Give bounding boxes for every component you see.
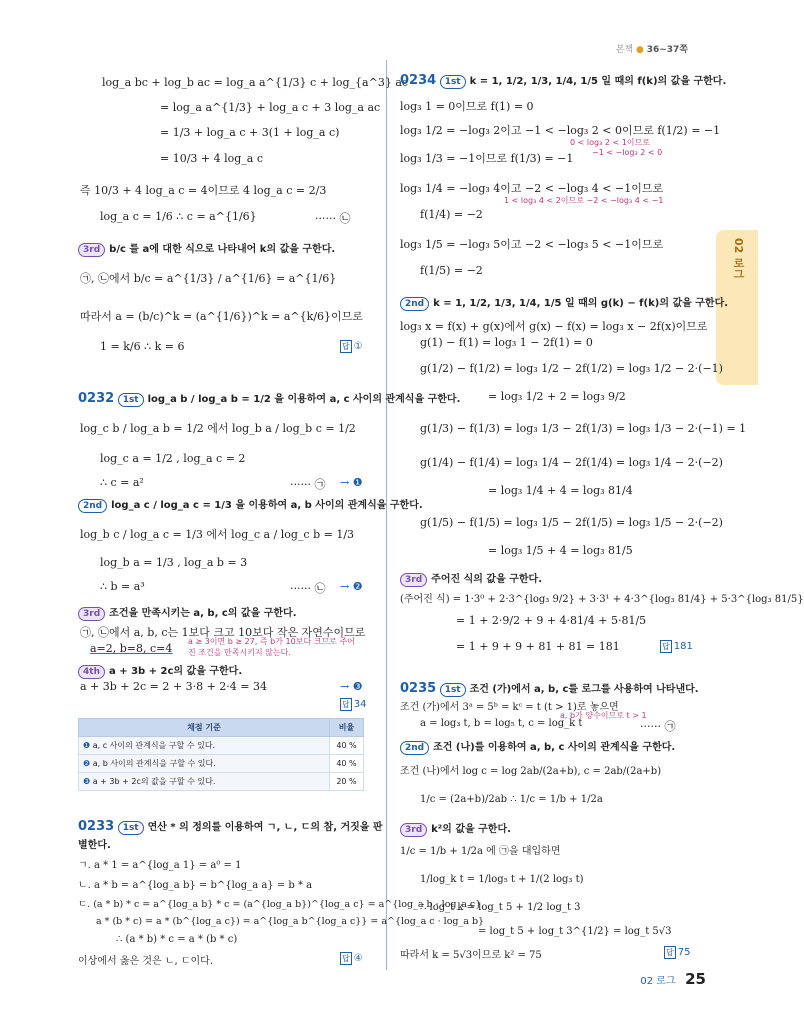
side-note: 0 < log₃ 2 < 1이므로 xyxy=(570,138,650,147)
row-number: ❶ xyxy=(83,741,91,750)
answer-badge: 답 181 xyxy=(662,641,693,652)
step-heading xyxy=(400,570,542,587)
equation-line: 1/c = 1/b + 1/2a 에 ㉠을 대입하면 xyxy=(400,846,561,857)
equation-line: log₃ 1/4 = −log₃ 4이고 −2 < −log₃ 4 < −1이므로 xyxy=(400,182,664,195)
step-heading xyxy=(400,738,675,755)
equation-line: = 1 + 9 + 9 + 81 + 81 = 181 xyxy=(456,640,620,653)
side-note: a, b가 양수이므로 t > 1 xyxy=(560,711,647,720)
answer-badge: 답 ① xyxy=(342,341,363,352)
problem-heading xyxy=(78,390,460,407)
problem-heading xyxy=(400,680,699,697)
equation-line: g(1/4) − f(1/4) = log₃ 1/4 − 2f(1/4) = log₃ 1/4 − 2·(−2) xyxy=(420,456,723,469)
step-badge: 2nd xyxy=(400,297,429,311)
equation-line: a * (b * c) = a * (b^{log_a c}) = a^{log_a b^{log_a c}} = a^{log_a c · log_a b} xyxy=(96,916,485,927)
scoring-table xyxy=(78,718,364,791)
problem-number: 0232 xyxy=(78,391,115,406)
equation-line: g(1) − f(1) = log₃ 1 − 2f(1) = 0 xyxy=(420,336,593,349)
equation-mark: ······ ㉠ xyxy=(290,478,326,491)
score-mark: → ❷ xyxy=(340,580,363,593)
equation-line: g(1/3) − f(1/3) = log₃ 1/3 − 2f(1/3) = log₃ 1/3 − 2·(−1) = 1 xyxy=(420,422,747,435)
step-text: 별한다. xyxy=(78,840,111,851)
equation-line: 따라서 a = (b/c)^k = (a^{1/6})^k = a^{k/6}이므로 xyxy=(80,310,363,323)
step-text: k²의 값을 구한다. xyxy=(431,824,511,835)
problem-number: 0234 xyxy=(400,73,437,88)
equation-line: g(1/5) − f(1/5) = log₃ 1/5 − 2f(1/5) = log₃ 1/5 − 2·(−2) xyxy=(420,516,723,529)
equation-line: = log₃ 1/2 + 2 = log₃ 9/2 xyxy=(488,390,626,403)
problem-heading xyxy=(78,818,383,835)
step-heading xyxy=(400,294,728,311)
step-text: 주어진 식의 값을 구한다. xyxy=(431,574,542,585)
problem-heading xyxy=(400,72,726,89)
row-criteria: a, c 사이의 관계식을 구할 수 있다. xyxy=(92,741,216,750)
step-text: a + 3b + 2c의 값을 구한다. xyxy=(108,666,243,677)
step-text: log_a c / log_a c = 1/3 을 이용하여 a, b 사이의 관계식을 구한다. xyxy=(111,500,423,511)
equation-line: log_a bc + log_b ac = log_a a^{1/3} c + log_{a^3} ac xyxy=(102,76,409,89)
equation-mark: ······ ㉡ xyxy=(315,212,351,225)
header-prefix: 본책 xyxy=(615,45,634,55)
equation-line: ∴ b = a³ xyxy=(100,580,145,593)
table-row xyxy=(79,773,364,791)
page-number: 25 xyxy=(685,970,706,988)
equation-line: g(1/2) − f(1/2) = log₃ 1/2 − 2f(1/2) = log₃ 1/2 − 2·(−1) xyxy=(420,362,723,375)
step-text: 조건 (가)에서 a, b, c를 로그를 사용하여 나타낸다. xyxy=(469,684,699,695)
equation-line: a + 3b + 2c = 2 + 3·8 + 2·4 = 34 xyxy=(80,680,267,693)
equation-line: (주어진 식) = 1·3⁰ + 2·3^{log₃ 9/2} + 3·3¹ + 4·3^{log₃ 81/4} + 5·3^{log₃ 81/5} xyxy=(400,594,804,605)
step-badge: 1st xyxy=(440,75,466,89)
equation-line: a=2, b=8, c=4 xyxy=(90,642,173,655)
equation-line: a = log₃ t, b = log₅ t, c = log_k t xyxy=(420,718,583,729)
step-heading xyxy=(400,820,511,837)
equation-line: log_c b / log_a b = 1/2 에서 log_b a / log_b c = 1/2 xyxy=(80,422,356,435)
step-badge: 3rd xyxy=(400,823,427,837)
equation-line: = log₃ 1/5 + 4 = log₃ 81/5 xyxy=(488,544,633,557)
equation-line: = 1/3 + log_a c + 3(1 + log_a c) xyxy=(160,126,340,139)
equation-line: log_a c = 1/6 ∴ c = a^{1/6} xyxy=(100,210,257,223)
equation-line: log_c a = 1/2 , log_a c = 2 xyxy=(100,452,246,465)
equation-line: = log₃ 1/4 + 4 = log₃ 81/4 xyxy=(488,484,633,497)
column-divider xyxy=(386,60,387,970)
header-pages: 36~37쪽 xyxy=(646,45,688,55)
row-ratio: 40 % xyxy=(330,737,364,755)
equation-line: log₃ 1 = 0이므로 f(1) = 0 xyxy=(400,100,534,113)
step-text: k = 1, 1/2, 1/3, 1/4, 1/5 일 때의 f(k)의 값을 구한다. xyxy=(469,76,727,87)
equation-line: ㄱ. a * 1 = a^{log_a 1} = a⁰ = 1 xyxy=(78,860,242,871)
step-badge: 2nd xyxy=(78,499,107,513)
equation-line: log₃ 1/3 = −1이므로 f(1/3) = −1 xyxy=(400,152,574,165)
step-badge: 1st xyxy=(118,393,144,407)
equation-mark: ······ ㉡ xyxy=(290,582,326,595)
table-row xyxy=(79,755,364,773)
problem-number: 0235 xyxy=(400,681,437,696)
step-text: log_a b / log_a b = 1/2 을 이용하여 a, c 사이의 관계식을 구한다. xyxy=(147,394,461,405)
step-badge: 3rd xyxy=(78,243,105,257)
step-badge: 2nd xyxy=(400,741,429,755)
step-badge: 4th xyxy=(78,665,105,679)
equation-line: f(1/5) = −2 xyxy=(420,264,483,277)
answer-badge: 답 34 xyxy=(342,699,367,710)
page-header xyxy=(616,42,688,55)
equation-line: 따라서 k = 5√3이므로 k² = 75 xyxy=(400,950,542,961)
scoring-header-ratio: 비율 xyxy=(330,719,364,737)
row-number: ❸ xyxy=(83,777,91,786)
step-heading xyxy=(78,662,242,679)
table-row xyxy=(79,737,364,755)
answer-badge: 답 75 xyxy=(666,947,691,958)
equation-line: = 1 + 2·9/2 + 9 + 4·81/4 + 5·81/5 xyxy=(456,614,647,627)
equation-line: log_b a = 1/3 , log_a b = 3 xyxy=(100,556,248,569)
score-mark: → ❶ xyxy=(340,476,363,489)
equation-line: 1 = k/6 ∴ k = 6 xyxy=(100,340,185,353)
page-footer xyxy=(640,970,706,988)
equation-line: 조건 (가)에서 3ᵃ = 5ᵇ = kᶜ = t (t > 1)로 놓으면 xyxy=(400,702,619,713)
equation-line: ㉠, ㉡에서 b/c = a^{1/3} / a^{1/6} = a^{1/6} xyxy=(80,272,337,285)
side-note: a ≥ 3이면 b ≥ 27, 즉 b가 10보다 크므로 주어진 조건을 만족시키지 않는다. xyxy=(188,637,355,657)
score-mark: → ❸ xyxy=(340,680,363,693)
header-dot: ● xyxy=(635,45,644,55)
equation-line: ∴ (a * b) * c = a * (b * c) xyxy=(116,934,238,945)
equation-line: = log_t 5 + log_t 3^{1/2} = log_t 5√3 xyxy=(478,926,672,937)
step-badge: 1st xyxy=(118,821,144,835)
equation-line: log₃ x = f(x) + g(x)에서 g(x) − f(x) = log₃ x − 2f(x)이므로 xyxy=(400,320,708,333)
equation-line: 조건 (나)에서 log c = log 2ab/(2a+b), c = 2ab/(2a+b) xyxy=(400,766,662,777)
side-note: 1 < log₃ 4 < 2이므로 −2 < −log₃ 4 < −1 xyxy=(504,196,664,205)
equation-line: 즉 10/3 + 4 log_a c = 4이므로 4 log_a c = 2/3 xyxy=(80,184,327,197)
step-text: 조건 (나)를 이용하여 a, b, c 사이의 관계식을 구한다. xyxy=(433,742,676,753)
row-ratio: 40 % xyxy=(330,755,364,773)
step-badge: 1st xyxy=(440,683,466,697)
equation-line: f(1/4) = −2 xyxy=(420,208,483,221)
step-heading xyxy=(78,240,335,257)
row-number: ❷ xyxy=(83,759,91,768)
step-badge: 3rd xyxy=(400,573,427,587)
equation-line: log₃ 1/5 = −log₃ 5이고 −2 < −log₃ 5 < −1이므로 xyxy=(400,238,664,251)
step-badge: 3rd xyxy=(78,607,105,621)
scoring-table-header xyxy=(79,719,364,737)
equation-line: 1/c = (2a+b)/2ab ∴ 1/c = 1/b + 1/2a xyxy=(420,794,603,805)
footer-chapter: 02 로그 xyxy=(640,976,676,987)
equation-line: log₃ 1/2 = −log₃ 2이고 −1 < −log₃ 2 < 0이므로 f(1/2) = −1 xyxy=(400,124,721,137)
step-text: 연산 * 의 정의를 이용하여 ㄱ, ㄴ, ㄷ의 참, 거짓을 판 xyxy=(147,822,383,833)
equation-line: ∴ log_t k = log_t 5 + 1/2 log_t 3 xyxy=(420,902,581,913)
equation-line: ∴ c = a² xyxy=(100,476,144,489)
scoring-header-criteria: 채점 기준 xyxy=(79,719,330,737)
row-criteria: a, b 사이의 관계식을 구할 수 있다. xyxy=(92,759,216,768)
problem-number: 0233 xyxy=(78,819,115,834)
chapter-side-tab-label: 02 로그 xyxy=(732,238,745,280)
equation-line: 1/log_k t = 1/log₅ t + 1/(2 log₃ t) xyxy=(420,874,584,885)
side-note: −1 < −log₃ 2 < 0 xyxy=(592,148,663,157)
equation-mark: ······ ㉠ xyxy=(640,720,676,733)
equation-line: ㄷ. (a * b) * c = a^{log_a b} * c = (a^{log_a b})^{log_a c} = a^{log_a b · log_a c} xyxy=(78,899,482,910)
step-text: b/c 를 a에 대한 식으로 나타내어 k의 값을 구한다. xyxy=(109,244,336,255)
step-text: k = 1, 1/2, 1/3, 1/4, 1/5 일 때의 g(k) − f(k)의 값을 구한다. xyxy=(433,298,729,309)
equation-line: ㄴ. a * b = a^{log_a b} = b^{log_a a} = b * a xyxy=(78,880,313,891)
step-text: 조건을 만족시키는 a, b, c의 값을 구한다. xyxy=(109,608,297,619)
equation-line: ㉠, ㉡에서 a, b, c는 1보다 크고 10보다 작은 자연수이므로 xyxy=(80,626,366,639)
conclusion-line: 이상에서 옳은 것은 ㄴ, ㄷ이다. xyxy=(78,956,213,967)
step-heading xyxy=(78,496,423,513)
row-ratio: 20 % xyxy=(330,773,364,791)
equation-line: log_b c / log_a c = 1/3 에서 log_c a / log_c b = 1/3 xyxy=(80,528,355,541)
answer-badge: 답 ④ xyxy=(342,953,363,964)
row-criteria: a + 3b + 2c의 값을 구할 수 있다. xyxy=(92,777,216,786)
step-heading xyxy=(78,604,297,621)
equation-line: = 10/3 + 4 log_a c xyxy=(160,152,264,165)
equation-line: = log_a a^{1/3} + log_a c + 3 log_a ac xyxy=(160,101,381,114)
